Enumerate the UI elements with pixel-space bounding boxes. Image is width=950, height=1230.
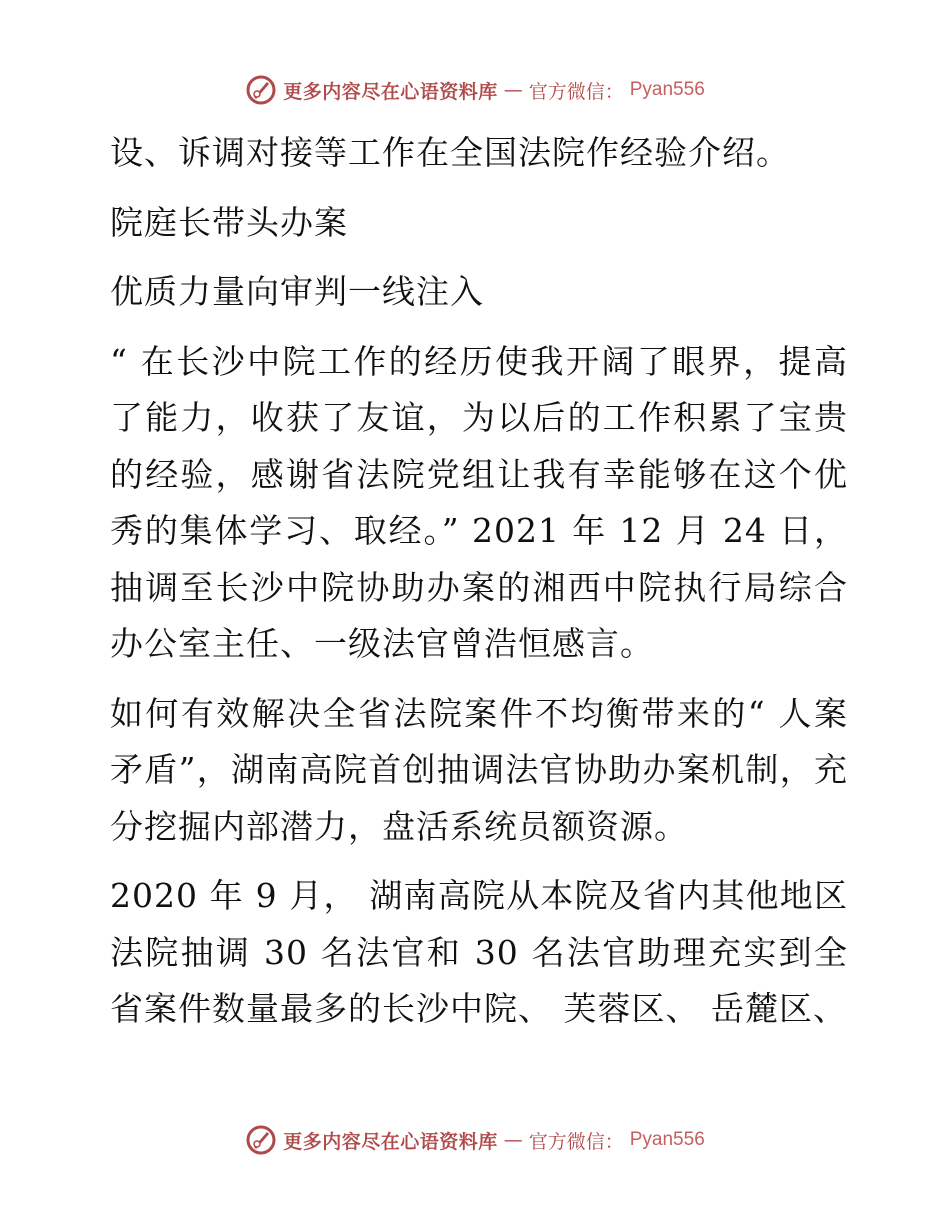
watermark-wechat-id: Pyan556 — [629, 79, 705, 100]
footer-watermark — [0, 1120, 950, 1160]
watermark-separator: — — [503, 1129, 523, 1151]
header-watermark — [0, 70, 950, 110]
paragraph-quote: “ 在长沙中院工作的经历使我开阔了眼界，提高了能力，收获了友谊，为以后的工作积累了宝贵的经验，感谢省法院党组让我有幸能够在这个优秀的集体学习、取经。” 2021 年 12 月 24 日，抽调至长沙中院协助办案的湘西中院执行局综合办公室主任、一级法官曾浩恒感言。 — [110, 341, 848, 663]
subheading-1: 院庭长带头办案 — [110, 202, 348, 242]
watermark-wechat-label: 官方微信： — [528, 1130, 624, 1153]
watermark-separator: — — [503, 79, 523, 101]
watermark-wechat-id: Pyan556 — [629, 1129, 705, 1150]
watermark-wechat-label: 官方微信： — [528, 80, 624, 103]
subheading-2: 优质力量向审判一线注入 — [110, 272, 484, 311]
document-body — [98, 125, 848, 1051]
watermark-text: 更多内容尽在心语资料库 — [283, 1130, 498, 1153]
watermark-text: 更多内容尽在心语资料库 — [283, 80, 498, 103]
paragraph-1: 设、诉调对接等工作在全国法院作经验介绍。 — [110, 133, 790, 172]
quill-logo-icon — [245, 1124, 277, 1156]
quill-logo-icon — [245, 74, 277, 106]
paragraph-mechanism: 如何有效解决全省法院案件不均衡带来的“ 人案矛盾”，湖南高院首创抽调法官协助办案机制，充分挖掘内部潜力，盘活系统员额资源。 — [110, 693, 848, 846]
paragraph-2020: 2020 年 9 月， 湖南高院从本院及省内其他地区法院抽调 30 名法官和 30 名法官助理充实到全省案件数量最多的长沙中院、 芙蓉区、 岳麓区、 — [110, 876, 848, 1028]
